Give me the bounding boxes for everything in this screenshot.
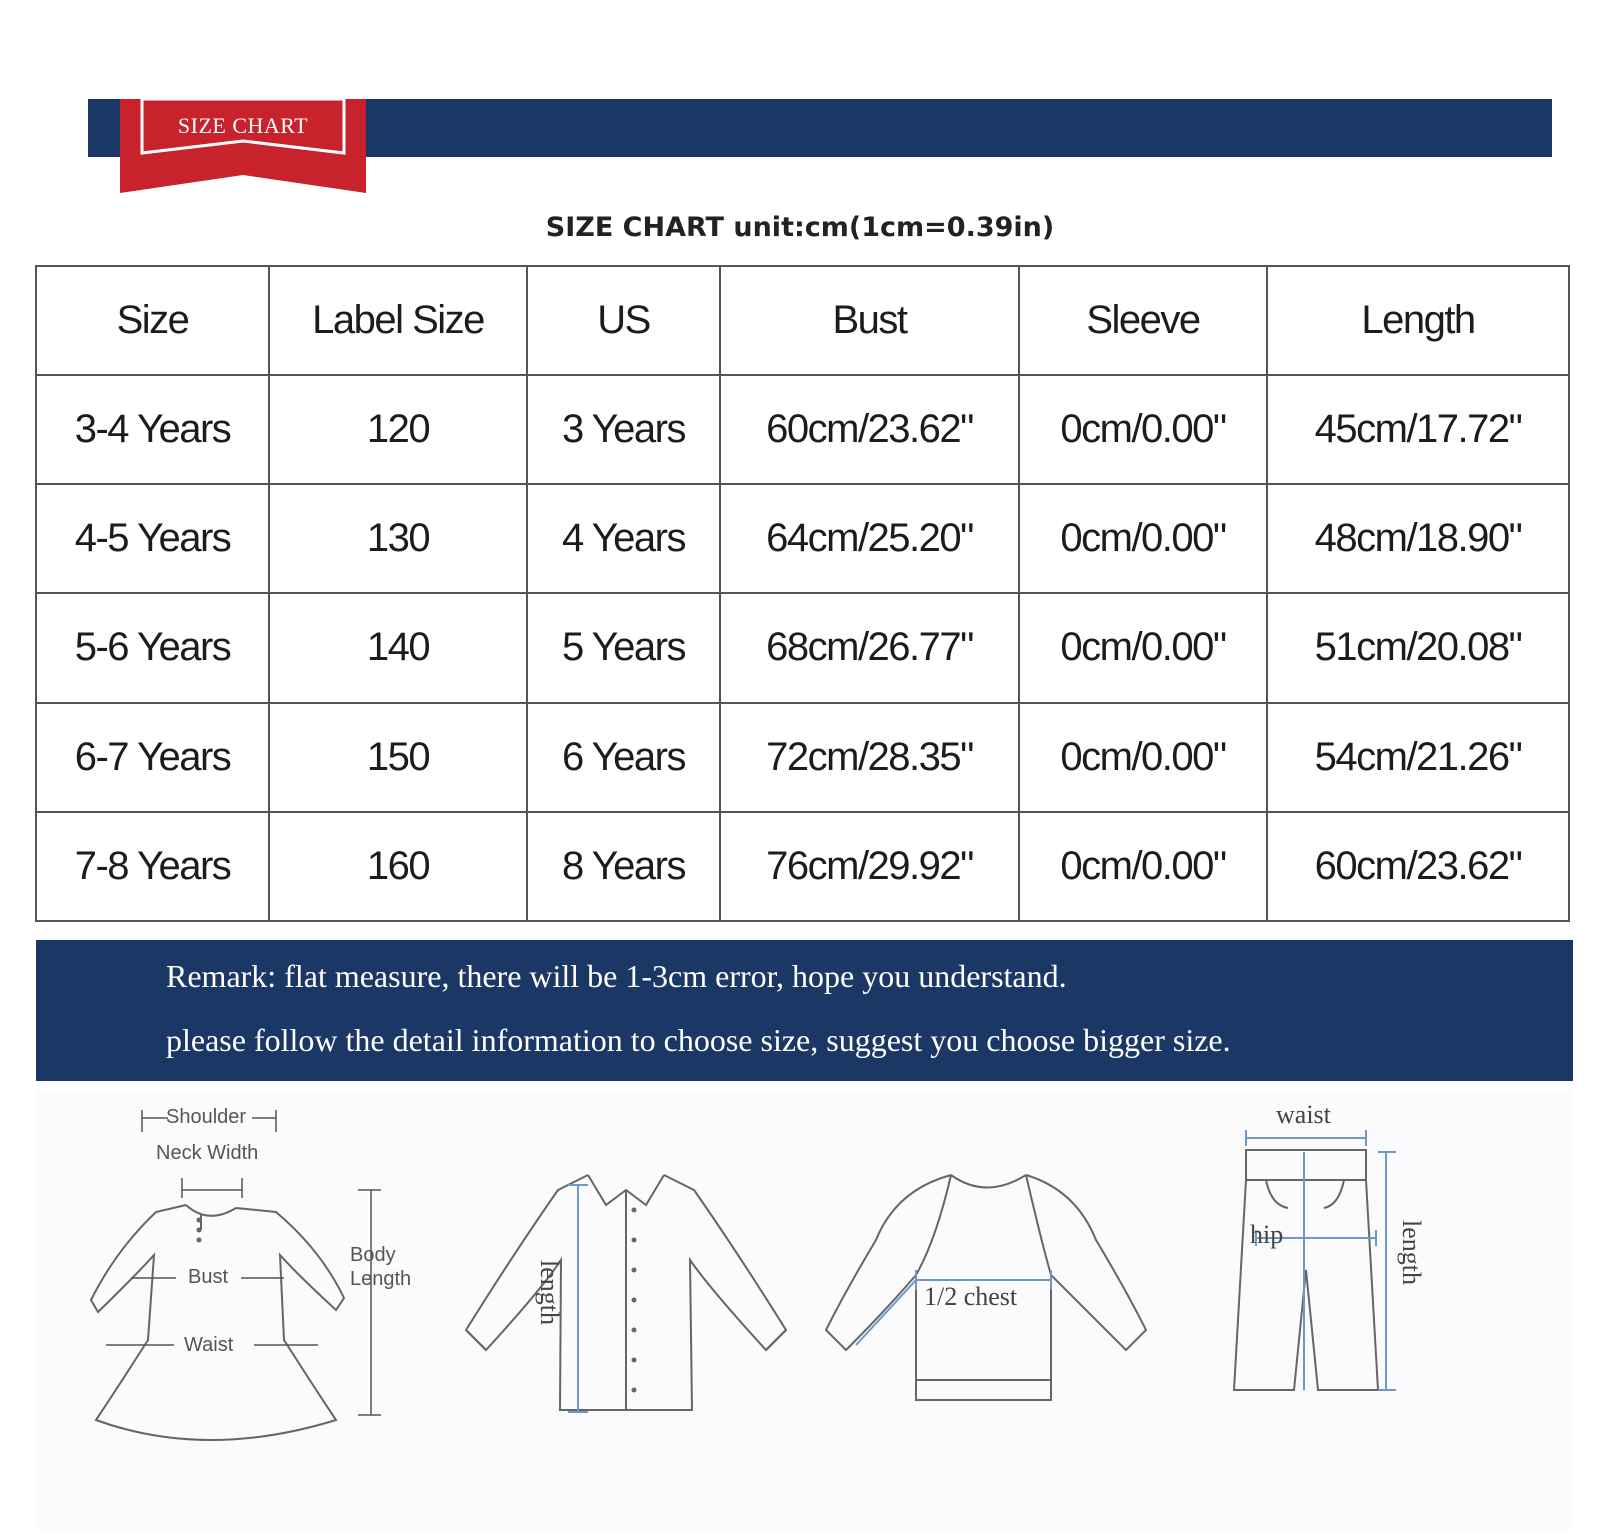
dress-bust-label: Bust: [188, 1266, 229, 1288]
dress-neck-width-label: Neck Width: [156, 1142, 259, 1164]
dress-shoulder-label: Shoulder: [166, 1106, 247, 1128]
size-table: [35, 265, 1570, 922]
ribbon-label: SIZE CHART: [177, 113, 309, 138]
cell-size: 4-5 Years: [36, 484, 269, 593]
header-label-size: Label Size: [269, 266, 527, 375]
table-row: [36, 593, 1569, 702]
table-row: [36, 812, 1569, 921]
cell-bust: 60cm/23.62": [720, 375, 1019, 484]
cell-length: 48cm/18.90": [1267, 484, 1569, 593]
cell-sleeve: 0cm/0.00": [1019, 703, 1267, 812]
table-row: [36, 375, 1569, 484]
cell-label-size: 140: [269, 593, 527, 702]
cell-sleeve: 0cm/0.00": [1019, 812, 1267, 921]
cell-label-size: 130: [269, 484, 527, 593]
dress-length-label: Length: [350, 1268, 412, 1290]
remark-line-1: Remark: flat measure, there will be 1-3cm error, hope you understand.: [166, 958, 1067, 994]
header-us: US: [527, 266, 720, 375]
sweater-diagram: [816, 1090, 1176, 1530]
cell-length: 60cm/23.62": [1267, 812, 1569, 921]
cell-length: 45cm/17.72": [1267, 375, 1569, 484]
cell-length: 51cm/20.08": [1267, 593, 1569, 702]
measurement-diagrams: [36, 1090, 1573, 1530]
cell-us: 4 Years: [527, 484, 720, 593]
pants-length-label: length: [1397, 1220, 1426, 1285]
pants-waist-label: waist: [1276, 1100, 1331, 1129]
cell-size: 5-6 Years: [36, 593, 269, 702]
cell-sleeve: 0cm/0.00": [1019, 593, 1267, 702]
cell-size: 7-8 Years: [36, 812, 269, 921]
cell-size: 3-4 Years: [36, 375, 269, 484]
cell-us: 3 Years: [527, 375, 720, 484]
cell-bust: 68cm/26.77": [720, 593, 1019, 702]
cell-bust: 76cm/29.92": [720, 812, 1019, 921]
cell-label-size: 150: [269, 703, 527, 812]
dress-diagram: [36, 1090, 456, 1530]
cell-label-size: 160: [269, 812, 527, 921]
pants-diagram: [1216, 1090, 1556, 1530]
dress-waist-label: Waist: [184, 1334, 234, 1356]
cell-bust: 64cm/25.20": [720, 484, 1019, 593]
chart-caption: SIZE CHART unit:cm(1cm=0.39in): [545, 212, 1055, 243]
cell-us: 6 Years: [527, 703, 720, 812]
header-size: Size: [36, 266, 269, 375]
header-bust: Bust: [720, 266, 1019, 375]
table-row: [36, 703, 1569, 812]
remark-band: [36, 940, 1573, 1081]
cell-us: 8 Years: [527, 812, 720, 921]
table-header-row: [36, 266, 1569, 375]
header-sleeve: Sleeve: [1019, 266, 1267, 375]
shirt-length-label: length: [535, 1260, 564, 1325]
shirt-diagram: [456, 1090, 806, 1530]
size-chart-ribbon: [120, 99, 366, 193]
cell-sleeve: 0cm/0.00": [1019, 375, 1267, 484]
table-row: [36, 484, 1569, 593]
cell-size: 6-7 Years: [36, 703, 269, 812]
cell-us: 5 Years: [527, 593, 720, 702]
shirt-outline-icon: [456, 1090, 806, 1530]
cell-bust: 72cm/28.35": [720, 703, 1019, 812]
remark-line-2: please follow the detail information to choose size, suggest you choose bigger size.: [166, 1022, 1231, 1058]
cell-sleeve: 0cm/0.00": [1019, 484, 1267, 593]
pants-hip-label: hip: [1250, 1220, 1284, 1249]
pants-outline-icon: [1216, 1090, 1556, 1530]
cell-label-size: 120: [269, 375, 527, 484]
header-length: Length: [1267, 266, 1569, 375]
sweater-chest-label: 1/2 chest: [924, 1282, 1018, 1311]
dress-body-label: Body: [350, 1244, 396, 1266]
cell-length: 54cm/21.26": [1267, 703, 1569, 812]
